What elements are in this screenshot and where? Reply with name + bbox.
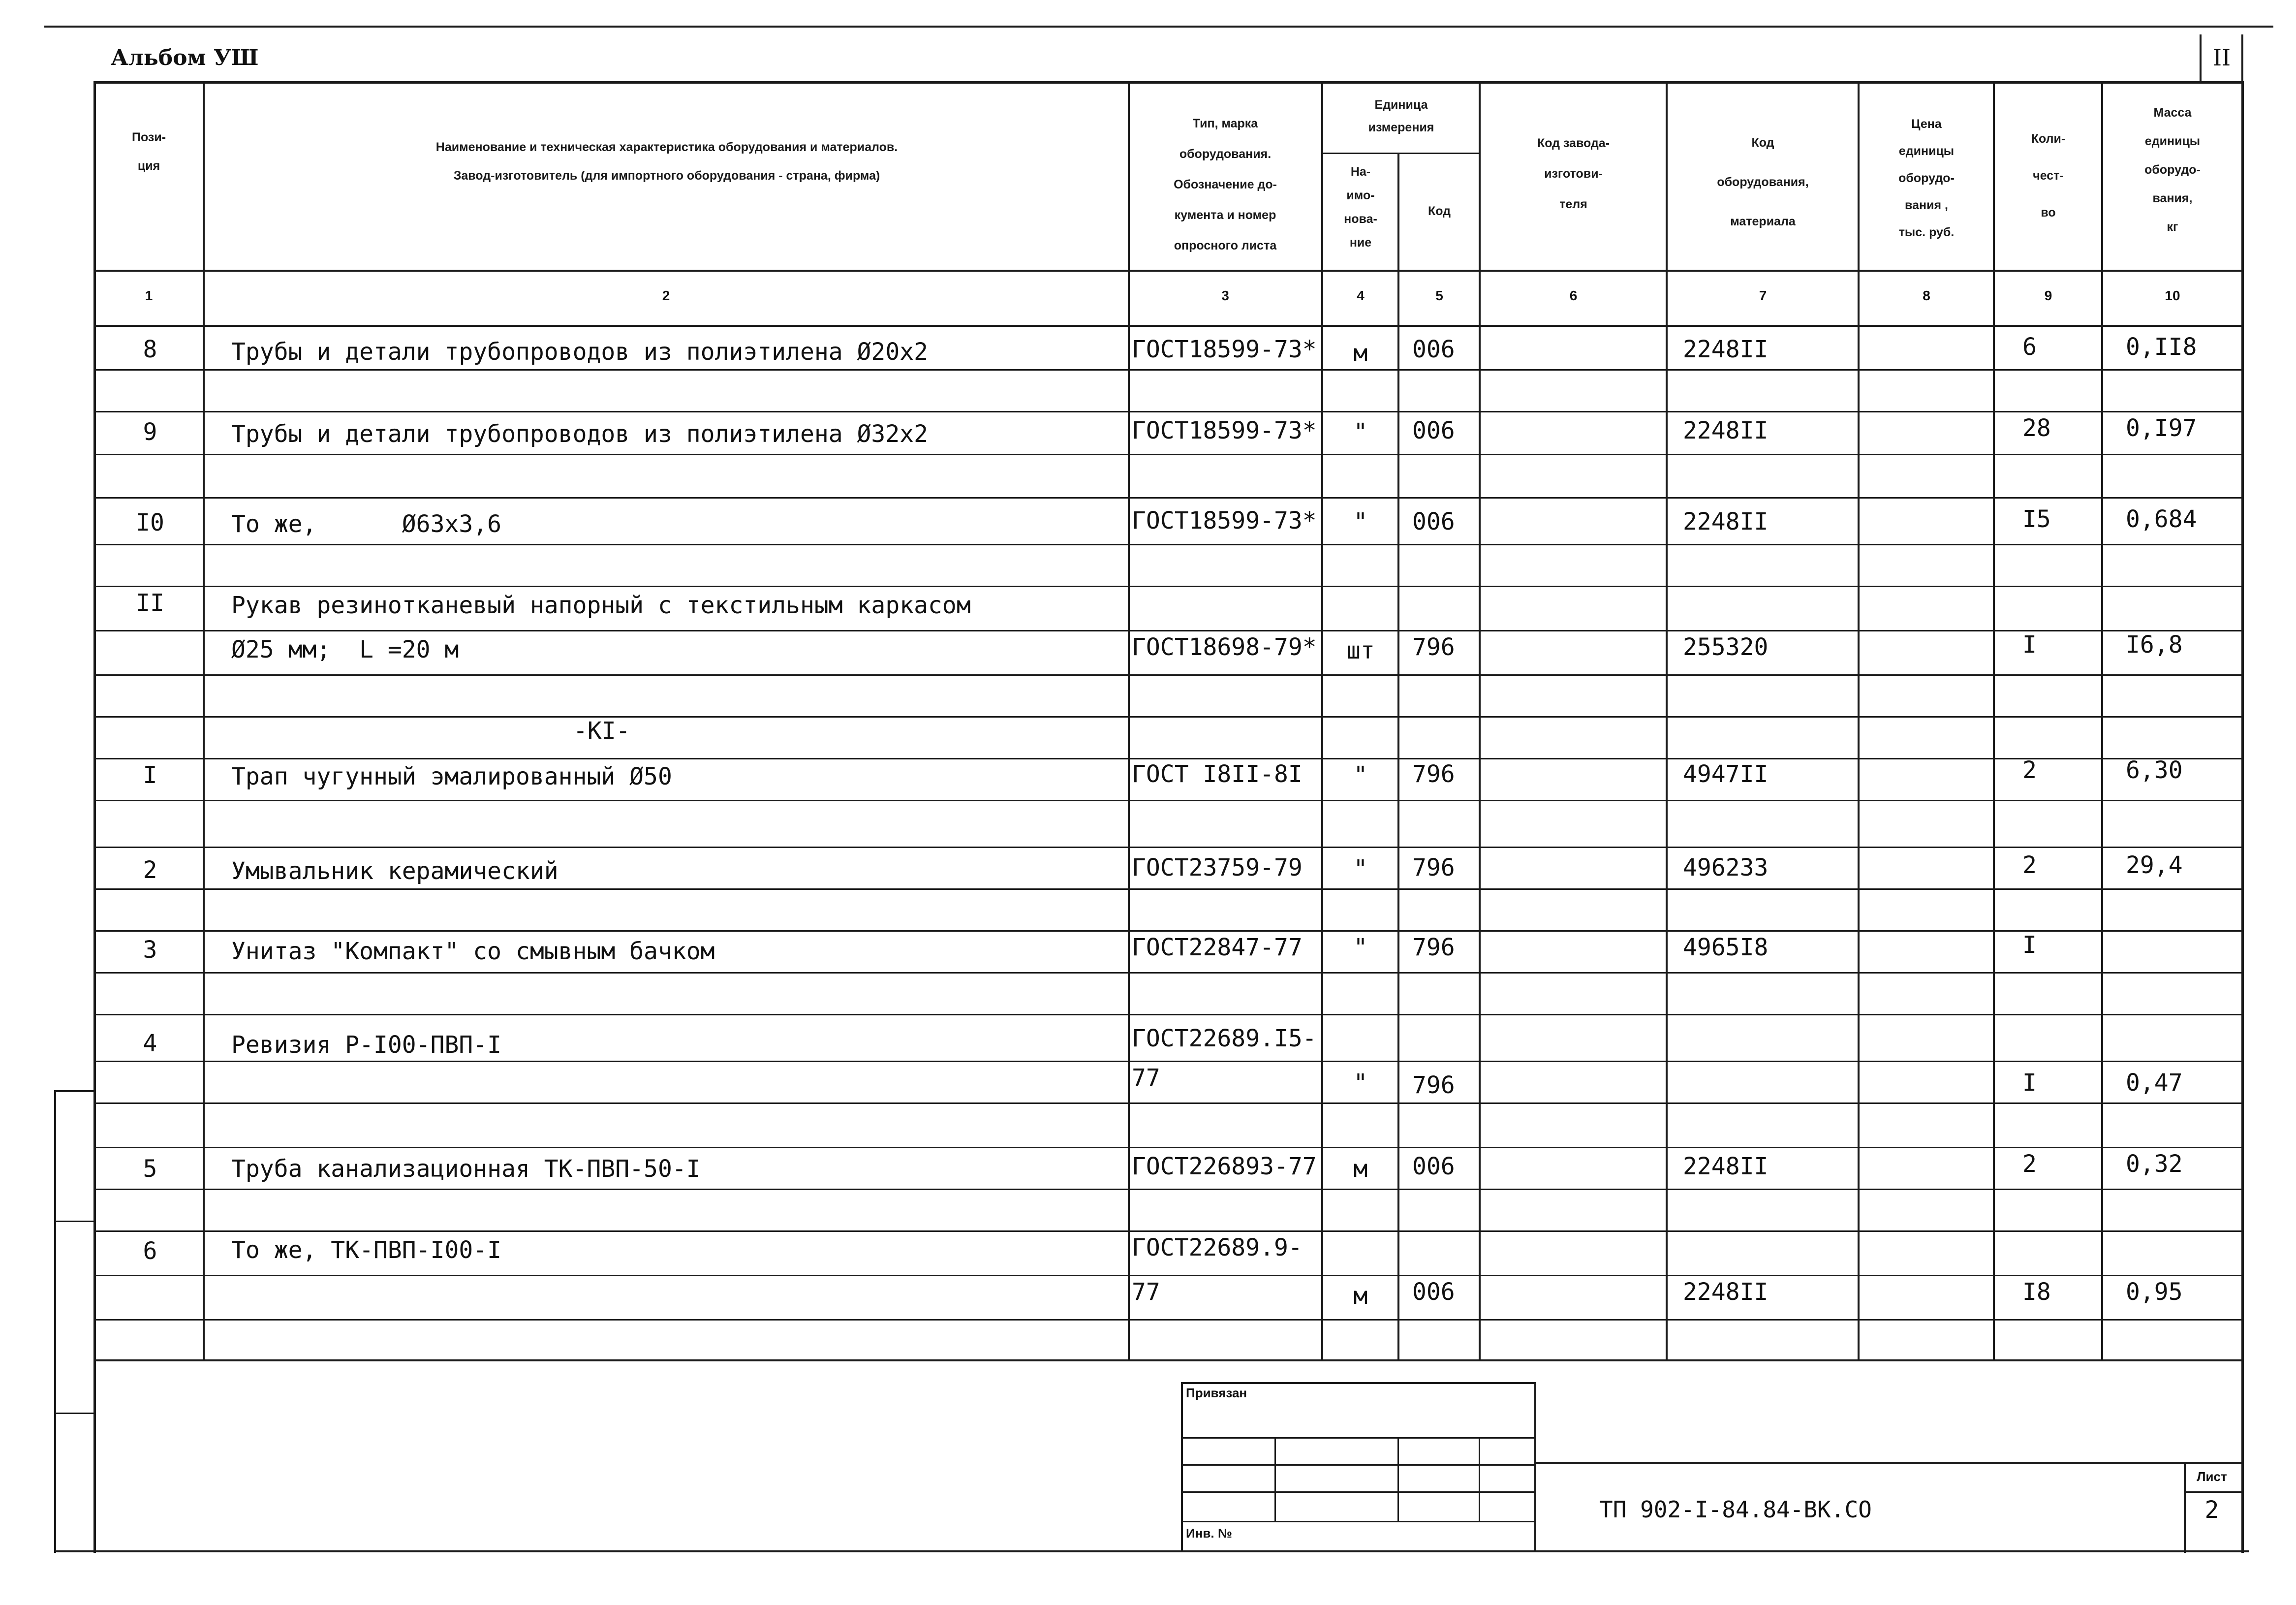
doc-ref: ГОСТ22847-77 xyxy=(1132,934,1303,961)
album-number-box-right xyxy=(2241,34,2243,84)
item-name: Умывальник керамический xyxy=(231,857,558,885)
quantity: I8 xyxy=(2022,1278,2051,1306)
doc-ref: ГОСТ18599-73* xyxy=(1132,507,1317,535)
unit: " xyxy=(1353,1069,1368,1097)
pos: I xyxy=(143,761,157,789)
col-line-7 xyxy=(1858,81,1860,1361)
col-line-9 xyxy=(2101,81,2103,1361)
quantity: 2 xyxy=(2022,756,2037,784)
colnum-4: 4 xyxy=(1357,288,1365,303)
inventory-label: Инв. № xyxy=(1186,1526,1232,1541)
album-number: II xyxy=(2212,44,2231,71)
pos: 5 xyxy=(143,1155,157,1183)
pos: 8 xyxy=(143,336,157,363)
colnum-bottom-line xyxy=(93,325,2244,327)
doc-ref: ГОСТ22689.9- xyxy=(1132,1234,1303,1261)
unit: " xyxy=(1353,761,1368,789)
sheet-label: Лист xyxy=(2197,1469,2227,1484)
unit-code: 796 xyxy=(1412,760,1455,788)
unit: " xyxy=(1353,934,1368,961)
item-name: Рукав резинотканевый напорный с текстильным каркасом xyxy=(231,592,971,619)
header-col2: Наименование и техническая характеристика оборудования и материалов. Завод-изготовитель (для импортного оборудования - страна, фирма) xyxy=(435,140,898,183)
colnum-9: 9 xyxy=(2044,288,2052,303)
colnum-5: 5 xyxy=(1435,288,1443,303)
item-name: Унитаз "Компакт" со смывным бачком xyxy=(231,938,715,965)
col-line-8 xyxy=(1993,81,1995,1361)
bottom-rule xyxy=(54,1550,2249,1552)
binding-strip-top xyxy=(54,1090,93,1092)
table-body-bottom xyxy=(93,1359,2244,1361)
quantity: 2 xyxy=(2022,1150,2037,1178)
unit-mass: 0,47 xyxy=(2126,1069,2183,1097)
top-rule xyxy=(44,26,2273,28)
unit-code: 006 xyxy=(1412,1278,1455,1306)
pos: 9 xyxy=(143,418,157,446)
unit-code: 006 xyxy=(1412,508,1455,535)
quantity: I5 xyxy=(2022,505,2051,533)
item-name: То же, Ø63x3,6 xyxy=(231,510,502,538)
unit-code: 796 xyxy=(1412,1071,1455,1099)
colnum-7: 7 xyxy=(1759,288,1767,303)
doc-ref: ГОСТ I8II-8I xyxy=(1132,760,1303,788)
quantity: I xyxy=(2022,1069,2037,1097)
item-name: Ø25 мм; L =20 м xyxy=(231,636,459,663)
col-line-6 xyxy=(1666,81,1668,1361)
table-right-border xyxy=(2241,81,2244,1553)
doc-ref: ГОСТ23759-79 xyxy=(1132,854,1303,881)
unit: м xyxy=(1353,1282,1368,1310)
attached-label: Привязан xyxy=(1186,1385,1247,1400)
unit-mass: 0,I97 xyxy=(2126,414,2197,442)
unit: м xyxy=(1353,1155,1368,1183)
material-code: 4947II xyxy=(1683,760,1769,788)
header-col9: Коли- чест- во xyxy=(2031,132,2066,220)
header-col6: Код завода- изготови- теля xyxy=(1537,136,1610,211)
colnum-8: 8 xyxy=(1923,288,1930,303)
binding-strip-left xyxy=(54,1090,56,1553)
unit-mass: 29,4 xyxy=(2126,851,2183,879)
item-name: Трубы и детали трубопроводов из полиэтилена Ø20x2 xyxy=(231,338,929,366)
unit-code: 006 xyxy=(1412,1153,1455,1180)
material-code: 496233 xyxy=(1683,854,1769,881)
material-code: 4965I8 xyxy=(1683,934,1769,961)
col-line-2 xyxy=(1128,81,1130,1361)
colnum-6: 6 xyxy=(1569,288,1578,303)
header-col1: Пози- ция xyxy=(131,130,166,173)
header-col8: Цена единицы оборудо- вания , тыс. руб. xyxy=(1898,117,1955,239)
doc-ref: ГОСТ18698-79* xyxy=(1132,633,1317,661)
pos: II xyxy=(136,589,164,617)
unit-code: 006 xyxy=(1412,417,1455,444)
doc-ref: ГОСТ22689.I5- xyxy=(1132,1025,1317,1052)
doc-ref: ГОСТ18599-73* xyxy=(1132,417,1317,444)
unit: " xyxy=(1353,508,1368,535)
header-col3: Тип, марка оборудования. Обозначение до- кумента и номер опросного листа xyxy=(1174,117,1277,252)
table-top-border xyxy=(93,81,2244,84)
item-name: Трубы и детали трубопроводов из полиэтилена Ø32x2 xyxy=(231,420,929,448)
unit-mass: 0,32 xyxy=(2126,1150,2183,1178)
unit-code: 796 xyxy=(1412,633,1455,661)
material-code: 2248II xyxy=(1683,508,1769,535)
unit-mass: I6,8 xyxy=(2126,631,2183,659)
material-code: 2248II xyxy=(1683,1153,1769,1180)
col-line-3 xyxy=(1321,81,1323,1361)
header-col10: Масса единицы оборудо- вания, кг xyxy=(2144,106,2201,234)
material-code: 2248II xyxy=(1683,336,1769,363)
header-col4: На- имо- нова- ние xyxy=(1344,165,1377,250)
unit-mass: 6,30 xyxy=(2126,756,2183,784)
document-code: ТП 902-I-84.84-ВК.СО xyxy=(1599,1496,1872,1523)
item-name: Ревизия Р-I00-ПВП-I xyxy=(231,1031,502,1059)
unit-code: 796 xyxy=(1412,934,1455,961)
material-code: 255320 xyxy=(1683,633,1769,661)
quantity: 28 xyxy=(2022,414,2051,442)
colnum-3: 3 xyxy=(1221,288,1229,303)
pos: I0 xyxy=(136,509,164,536)
unit-mass: 0,684 xyxy=(2126,505,2197,533)
quantity: I xyxy=(2022,631,2037,659)
material-code: 2248II xyxy=(1683,1278,1769,1306)
binding-strip-div1 xyxy=(54,1221,93,1222)
col-line-4 xyxy=(1397,153,1399,1361)
doc-ref: 77 xyxy=(1132,1278,1160,1306)
pos: 6 xyxy=(143,1237,157,1265)
quantity: 2 xyxy=(2022,851,2037,879)
pos: 3 xyxy=(143,936,157,964)
sheet-number: 2 xyxy=(2204,1496,2219,1524)
doc-ref: ГОСТ18599-73* xyxy=(1132,336,1317,363)
header-unit-group: Единица измерения xyxy=(1368,98,1434,134)
colnum-10: 10 xyxy=(2165,288,2180,303)
unit: шт xyxy=(1346,637,1375,664)
doc-ref: ГОСТ226893-77 xyxy=(1132,1153,1317,1180)
item-name: Труба канализационная ТК-ПВП-50-I xyxy=(231,1155,701,1183)
header-col5: Код xyxy=(1427,204,1451,218)
quantity: 6 xyxy=(2022,333,2037,361)
doc-ref: 77 xyxy=(1132,1064,1160,1092)
item-name: Трап чугунный эмалированный Ø50 xyxy=(231,763,672,790)
album-number-box-left xyxy=(2200,34,2202,84)
pos: 2 xyxy=(143,856,157,884)
unit-code: 006 xyxy=(1412,336,1455,363)
unit-group-line xyxy=(1321,153,1479,154)
material-code: 2248II xyxy=(1683,417,1769,444)
header-bottom-line xyxy=(93,270,2244,272)
unit: " xyxy=(1353,418,1368,446)
unit: " xyxy=(1353,855,1368,882)
header-col7: Код оборудования, материала xyxy=(1717,136,1809,228)
col-line-5 xyxy=(1479,81,1481,1361)
quantity: I xyxy=(2022,931,2037,959)
unit-mass: 0,95 xyxy=(2126,1278,2183,1306)
colnum-2: 2 xyxy=(662,288,670,303)
album-title: Альбом УШ xyxy=(111,45,259,70)
pos: 4 xyxy=(143,1030,157,1057)
binding-strip-div2 xyxy=(54,1413,93,1414)
unit-mass: 0,II8 xyxy=(2126,333,2197,361)
unit: м xyxy=(1353,340,1368,367)
unit-code: 796 xyxy=(1412,854,1455,881)
item-name: То же, ТК-ПВП-I00-I xyxy=(231,1236,502,1264)
section-heading: -KI- xyxy=(573,717,630,745)
colnum-1: 1 xyxy=(145,288,153,303)
